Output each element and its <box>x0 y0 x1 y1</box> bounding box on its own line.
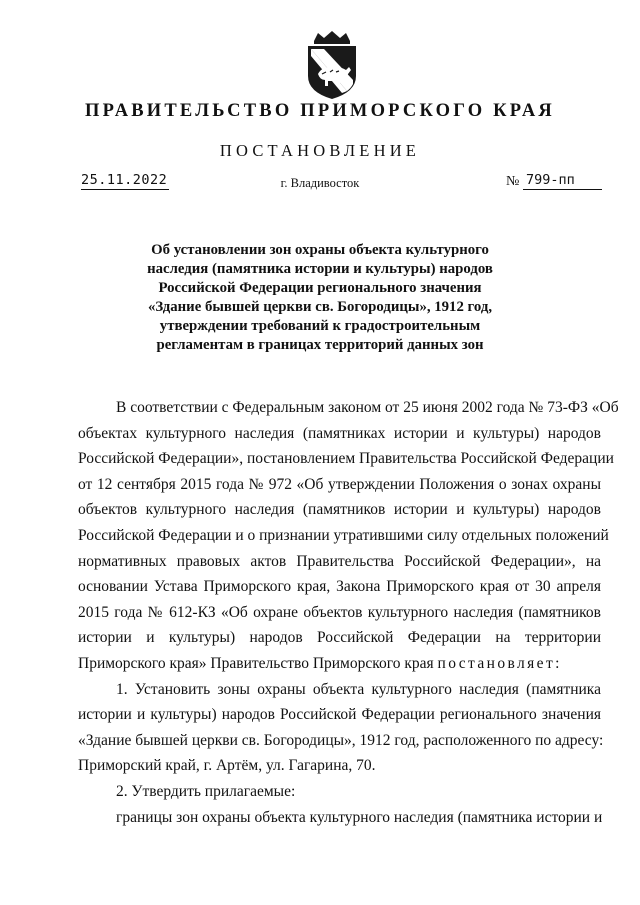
body-line: объектов культурного наследия (памятников истории и культуры) народов <box>78 501 601 519</box>
body-line: нормативных правовых актов Правительства Российской Федерации», на <box>78 552 601 570</box>
body-line: «Здание бывшей церкви св. Богородицы», 1912 год, расположенного по адресу: <box>78 731 604 749</box>
body-line: В соответствии с Федеральным законом от 25 июня 2002 года № 73-ФЗ «Об <box>116 399 619 416</box>
body-line <box>78 651 601 677</box>
body-line: Российской Федерации и о признании утратившими силу отдельных положений <box>78 526 609 544</box>
subject-line: Об установлении зон охраны объекта культурного <box>151 242 489 258</box>
document-number: 799-пп <box>523 172 602 190</box>
subject-line: Российской Федерации регионального значения <box>158 280 482 296</box>
body-line: истории и культуры) народов Российской Федерации на территории <box>78 629 601 647</box>
body-line: границы зон охраны объекта культурного наследия (памятника истории и <box>116 808 603 826</box>
body-line: Приморский край, г. Артём, ул. Гагарина, 70. <box>78 757 376 775</box>
subject-line: «Здание бывшей церкви св. Богородицы», 1912 год, <box>147 299 493 315</box>
body-line: Российской Федерации», постановлением Правительства Российской Федерации <box>78 450 614 468</box>
document-date: 25.11.2022 <box>81 172 168 188</box>
document-subject <box>0 241 640 355</box>
body-line: объектах культурного наследия (памятниках истории и культуры) народов <box>78 424 601 442</box>
body-line: основании Устава Приморского края, Закона Приморского края от 30 апреля <box>78 578 601 596</box>
body-line-prefix: Приморского края» Правительство Приморского края <box>78 654 434 672</box>
body-line: 2. Утвердить прилагаемые: <box>116 782 296 800</box>
subject-line: регламентам в границах территорий данных зон <box>156 337 484 353</box>
body-line: от 12 сентября 2015 года № 972 «Об утверждении Положения о зонах охраны <box>78 475 601 493</box>
subject-line: утверждении требований к градостроительным <box>159 318 481 334</box>
body-line: 2015 года № 612-КЗ «Об охране объектов культурного наследия (памятников <box>78 603 601 621</box>
document-body <box>78 395 619 830</box>
body-line: истории и культуры) народов Российской Федерации регионального значения <box>78 706 601 724</box>
document-type: ПОСТАНОВЛЕНИЕ <box>219 141 421 160</box>
subject-line: наследия (памятника истории и культуры) народов <box>147 261 493 277</box>
coat-of-arms-icon <box>300 30 364 100</box>
government-title: ПРАВИТЕЛЬСТВО ПРИМОРСКОГО КРАЯ <box>84 101 555 121</box>
resolution-word: постановляет: <box>437 654 562 672</box>
document-number-label: № <box>506 174 520 189</box>
document-city: г. Владивосток <box>280 176 360 190</box>
body-line: 1. Установить зоны охраны объекта культурного наследия (памятника <box>116 680 601 698</box>
